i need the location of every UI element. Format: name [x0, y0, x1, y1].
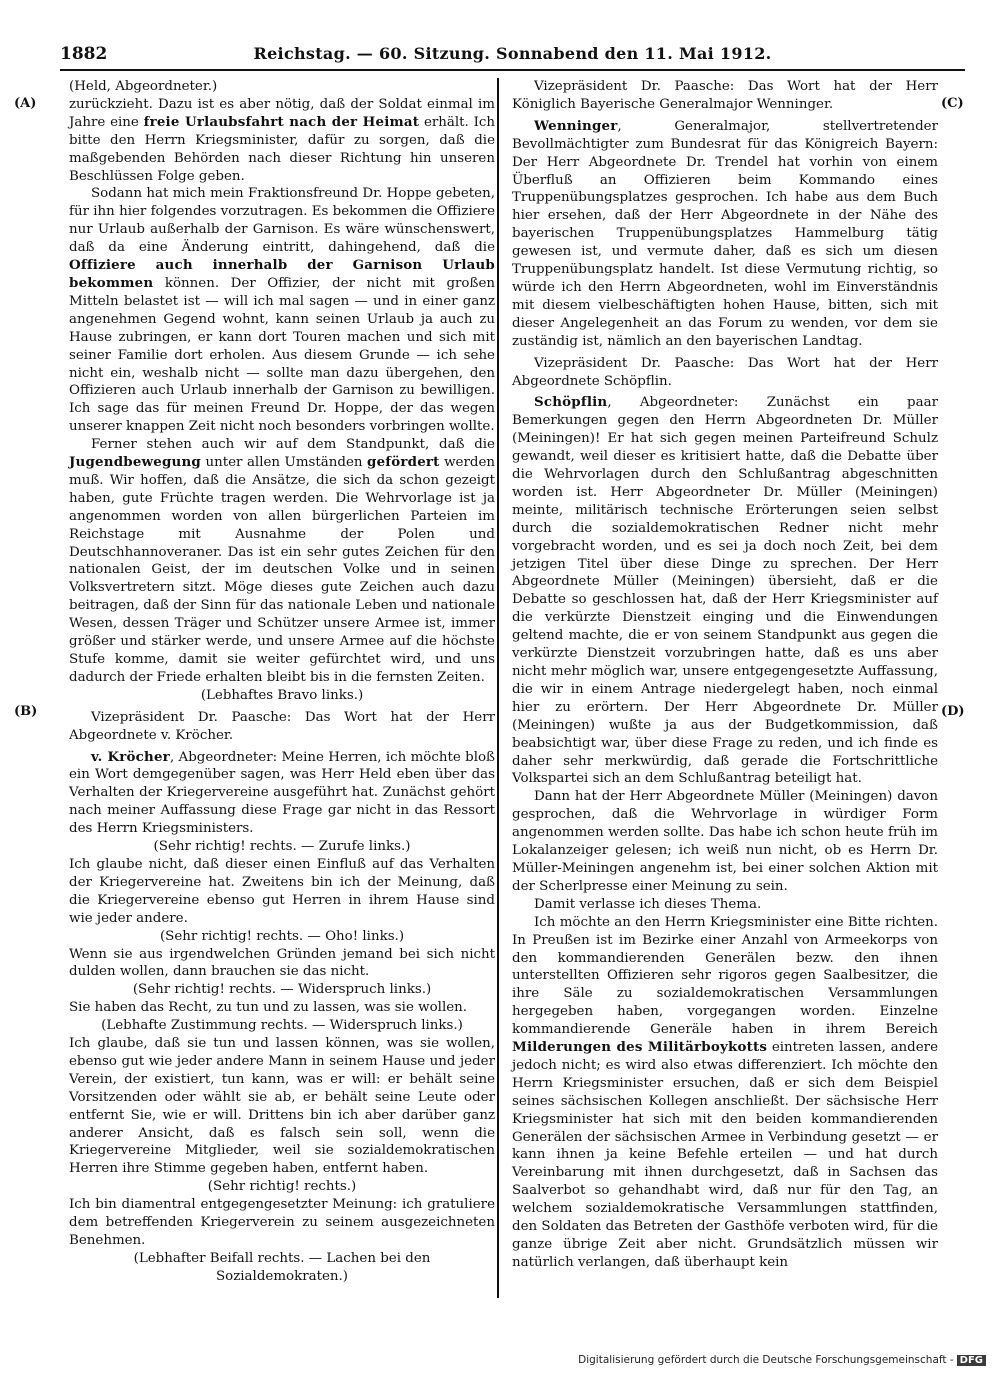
paragraph: Dann hat der Herr Abgeordnete Müller (Meiningen) davon gesprochen, daß die Wehrvorlage in würdiger Form angenommen werden sollte. Das habe ich schon heute früh im Lokalanzeiger gelesen; ich weiß nun nicht, ob es Herrn Dr. Müller-Meiningen angenehm ist, bei einer solchen Aktion mit der Scherlpresse einer Meinung zu sein.	[512, 789, 938, 894]
digitization-credit	[578, 1354, 986, 1366]
dfg-logo: DFG	[957, 1355, 986, 1366]
interjection: (Sehr richtig! rechts. — Zurufe links.)	[153, 839, 411, 855]
paragraph	[512, 394, 938, 788]
paragraph: Ich bin diamentral entgegengesetzter Meinung: ich gratuliere dem betreffenden Kriegerverein zu seinem ausgezeichneten Benehmen.	[69, 1197, 495, 1248]
paragraph	[69, 749, 495, 839]
paragraph	[512, 914, 938, 1272]
running-title: Reichstag. — 60. Sitzung. Sonnabend den 11. Mai 1912.	[253, 44, 772, 63]
speaker-name: Wenninger	[534, 117, 618, 134]
paragraph	[69, 96, 495, 186]
margin-marker-a: (A)	[14, 96, 37, 111]
emphasis: Milderungen des Militärboykotts	[512, 1039, 768, 1056]
text-run: , Generalmajor, stellvertretender Bevollmächtigter zum Bundesrat für das Königreich Bayern: Der Herr Abgeordnete Dr. Trendel hat vorhin von einem Überfluß an Offizieren beim Kommando eines Truppenübungsplatzes gesprochen. Ich habe aus dem Buch hier ersehen, daß der Herr Abgeordnete in der Nähe des bayerischen Truppenübungsplatzes Hammelburg tätig gewesen ist, und vermute daher, daß es sich um diesen Truppenübungsplatz handelt. Ist diese Vermutung richtig, so würde ich den Herrn Abgeordneten, wohl im Einverständnis mit diesem vielbeschäftigten hohen Hause, bitten, sich mit dieser Angelegenheit an das Forum zu wenden, vor dem sie zuständig ist, nämlich an den bayerischen Landtag.	[512, 118, 938, 349]
page-number: 1882	[60, 44, 108, 64]
text-run: können. Der Offizier, der nicht mit großen Mitteln belastet ist — will ich mal sagen — und in einer ganz angenehmen Gegend wohnt, kann seinen Urlaub ja auch zu Hause zubringen, er kann dort Touren machen und sich mit seiner Familie dort erholen. Aus diesem Grunde — ich sehe nicht ein, weshalb nicht — sollte man dazu übergehen, den Offizieren auch Urlaub innerhalb der Garnison zu bewilligen. Ich sage das für meinen Freund Dr. Hoppe, der das wegen unserer knappen Zeit nicht noch besonders vorbringen wollte.	[69, 275, 495, 435]
text-run: zurückzieht. Dazu ist es aber nötig, daß der Soldat einmal im Jahre eine	[69, 96, 495, 130]
paragraph: Wenn sie aus irgendwelchen Gründen jemand bei sich nicht dulden wollen, dann brauchen sie das nicht.	[69, 946, 495, 980]
paragraph: Vizepräsident Dr. Paasche: Das Wort hat der Herr Königlich Bayerische Generalmajor Wenninger.	[512, 79, 938, 112]
speaker-continuation-label: (Held, Abgeordneter.)	[69, 79, 218, 94]
emphasis: Offiziere auch innerhalb der Garnison Urlaub bekommen	[69, 257, 495, 291]
paragraph	[512, 118, 938, 351]
emphasis: Jugendbewegung	[69, 454, 201, 471]
interjection: (Sehr richtig! rechts.)	[207, 1179, 357, 1195]
paragraph: Vizepräsident Dr. Paasche: Das Wort hat der Herr Abgeordnete v. Kröcher.	[69, 709, 495, 743]
paragraph	[69, 185, 495, 436]
column-divider	[497, 78, 499, 1298]
paragraph: Sie haben das Recht, zu tun und zu lassen, was sie wollen.	[69, 1000, 468, 1016]
margin-marker-d: (D)	[941, 704, 965, 719]
emphasis: gefördert	[367, 454, 440, 471]
left-column	[69, 78, 495, 1286]
interjection: (Sehr richtig! rechts. — Widerspruch links.)	[132, 982, 432, 998]
text-run: Ferner stehen auch wir auf dem Standpunkt, daß die	[91, 437, 495, 453]
text-run: unter allen Umständen	[200, 455, 368, 471]
speaker-name: Schöpflin	[534, 394, 608, 411]
paragraph: Ich glaube, daß sie tun und lassen können, was sie wollen, ebenso gut wie jeder andere Mann in seinem Hause und jeder Verein, der existiert, tun kann, was er will: er behält seine Vorsitzenden oder wählt sie ab, er behält seine Leute oder entfernt Sie, wie er will. Drittens bin ich aber darüber ganz anderer Ansicht, daß es falsch sein soll, wenn die Kriegervereine Mitglieder, weil sie sozialdemokratischen Herren ihre Stimme gegeben haben, entfernt haben.	[69, 1036, 495, 1177]
speaker-name: v. Kröcher	[91, 748, 170, 765]
page-header	[60, 42, 965, 72]
text-run: werden muß. Wir hoffen, daß die Ansätze, die sich da schon gezeigt haben, gute Früchte tragen werden. Die Wehrvorlage ist ja angenommen worden von allen bürgerlichen Parteien im Reichstage mit Ausnahme der Polen und Deutschhannoveraner. Das ist ein sehr gutes Zeichen für den nationalen Geist, der im deutschen Volke und in seinen Volksvertretern sitzt. Möge dieses gute Zeichen auch dazu beitragen, daß der Sinn für das nationale Leben und nationale Wesen, dessen Träger und Schützer unsere Armee ist, immer größer und stärker werde, und unsere Armee auf die höchste Stufe komme, damit sie weiter gefürchtet wird, und uns dadurch der Friede erhalten bleibt bis in die fernsten Zeiten.	[69, 455, 495, 685]
interjection: (Lebhafte Zustimmung rechts. — Widerspruch links.)	[101, 1018, 463, 1034]
text-run: , Abgeordneter: Zunächst ein paar Bemerkungen gegen den Herrn Abgeordneten Dr. Müller (Meiningen)! Er hat sich gegen meinen Parteifreund Schulz gewandt, weil dieser es kritisiert hatte, daß die Debatte über die Wehrvorlagen durch den Schlußantrag abgeschnitten worden ist. Herr Abgeordneter Dr. Müller (Meiningen) meinte, militärisch technische Erörterungen seien selbst durch die sozialdemokratischen Redner nicht mehr vorgebracht worden, und es sei ja doch noch Zeit, bei dem jetzigen Titel über diese Dinge zu sprechen. Der Herr Abgeordnete Müller (Meiningen) übersieht, daß er die Debatte so geschlossen hat, daß der Herr Kriegsminister auf die verkürzte Dienstzeit einging und die Einwendungen geltend machte, die er von seinem Standpunkt aus gegen die verkürzte Dienstzeit vorzubringen hatte, daß es uns aber nicht mehr möglich war, unsere entgegengesetzte Auffassung, die wir in einem Antrage niedergelegt haben, noch einmal hier zu erörtern. Der Herr Abgeordnete Dr. Müller (Meiningen) wußte ja aus der Budgetkommission, daß beabsichtigt war, über diese Frage zu reden, und ich finde es daher sehr merkwürdig, daß gerade die Fortschrittliche Volkspartei sich an dem Schlußantrag beteiligt hat.	[512, 395, 938, 787]
paragraph	[69, 436, 495, 687]
text-run: Ich möchte an den Herrn Kriegsminister eine Bitte richten. In Preußen ist im Bezirke einer Anzahl von Armeekorps von den kommandierenden Generälen bezw. den ihnen unterstellten Offizieren sehr rigoros gegen Saalbesitzer, die ihre Säle zu sozialdemokratischen Versammlungen hergegeben haben, vorgegangen worden. Einzelne kommandierende Generäle haben in ihrem Bereich	[512, 914, 938, 1038]
paragraph: Vizepräsident Dr. Paasche: Das Wort hat der Herr Abgeordnete Schöpflin.	[512, 355, 938, 389]
emphasis: freie Urlaubsfahrt nach der Heimat	[143, 113, 420, 130]
text-run: , Abgeordneter: Meine Herren, ich möchte bloß ein Wort demgegenüber sagen, was Herr Held eben über das Verhalten der Kriegervereine ausgeführt hat. Zunächst gehört nach meiner Auffassung diese Frage gar nicht in das Ressort des Herrn Kriegsministers.	[69, 749, 495, 837]
text-run: erhält. Ich bitte den Herrn Kriegsminister, dafür zu sorgen, daß die maßgebenden Behörden nach dieser Richtung hin unseren Beschlüssen Folge geben.	[69, 114, 496, 184]
margin-marker-b: (B)	[14, 704, 38, 719]
paragraph: Damit verlasse ich dieses Thema.	[534, 896, 762, 912]
text-run: eintreten lassen, andere jedoch nicht; es wird also etwas differenziert. Ich möchte den Herrn Kriegsminister ersuchen, daß er sich dem Beispiel seines sächsischen Kollegen anschließt. Der sächsische Herr Kriegsminister hat sich mit den beiden kommandierenden Generälen der sächsischen Armee in Verbindung gesetzt — er kann ihnen ja keine Befehle erteilen — und hat durch Vereinbarung mit ihnen durchgesetzt, daß in Sachsen das Saalverbot so gehandhabt wird, daß nur für den Tag, an welchem sozialdemokratische Versammlungen stattfinden, den Soldaten das Betreten der Gasthöfe verboten wird, für die ganze übrige Zeit aber nicht. Grundsätzlich müssen wir natürlich verlangen, daß überhaupt kein	[512, 1040, 938, 1270]
right-column	[512, 78, 938, 1272]
interjection: (Sehr richtig! rechts. — Oho! links.)	[159, 928, 405, 944]
margin-marker-c: (C)	[941, 96, 964, 111]
text-run: Sodann hat mich mein Fraktionsfreund Dr. Hoppe gebeten, für ihn hier folgendes vorzutragen. Es bekommen die Offiziere nur Urlaub außerhalb der Garnison. Es wäre wünschenswert, daß da eine Änderung eintritt, dahingehend, daß die	[69, 186, 495, 256]
paragraph: Ich glaube nicht, daß dieser einen Einfluß auf das Verhalten der Kriegervereine hat. Zweitens bin ich der Meinung, daß die Kriegervereine ebenso gut Herren in ihrem Hause sind wie jeder andere.	[69, 856, 495, 926]
interjection: (Lebhafter Beifall rechts. — Lachen bei den Sozialdemokraten.)	[133, 1250, 431, 1284]
header-rule	[60, 69, 965, 71]
interjection: (Lebhaftes Bravo links.)	[200, 687, 364, 703]
credit-text: Digitalisierung gefördert durch die Deutsche Forschungsgemeinschaft -	[578, 1354, 954, 1366]
